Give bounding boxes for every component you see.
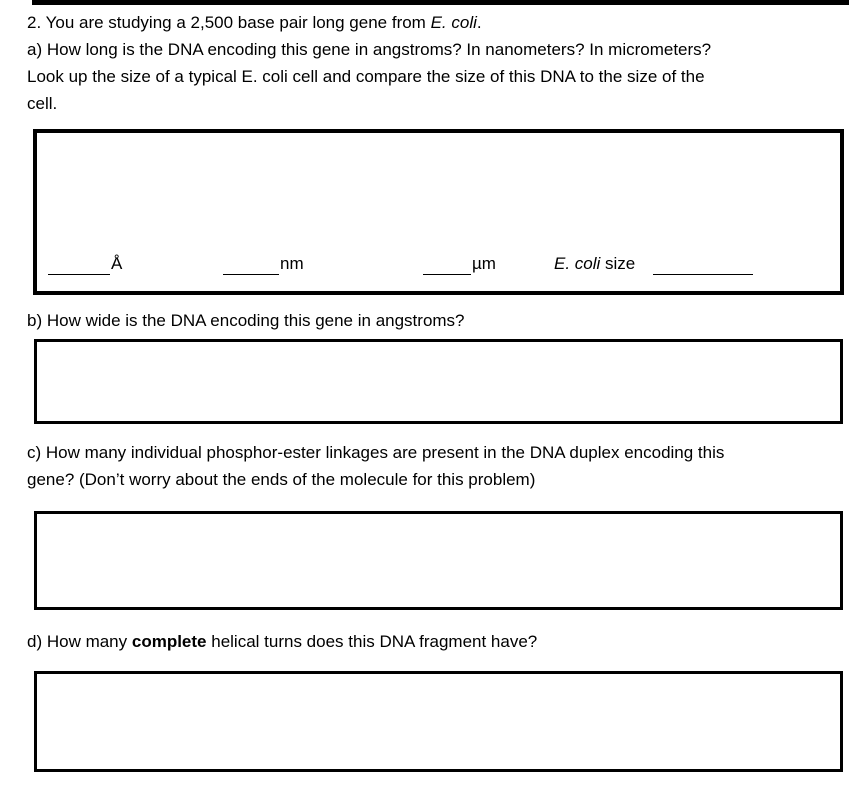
d-suffix: helical turns does this DNA fragment have? bbox=[206, 632, 538, 651]
answer-box-b[interactable] bbox=[34, 339, 843, 424]
question-a-line3: cell. bbox=[27, 94, 58, 113]
intro-suffix: . bbox=[476, 13, 482, 32]
answer-box-c[interactable] bbox=[34, 511, 843, 610]
question-a-line1: a) How long is the DNA encoding this gene in angstroms? In nanometers? In micrometers? bbox=[27, 40, 712, 59]
question-a-line2: Look up the size of a typical E. coli cell and compare the size of this DNA to the size of the bbox=[27, 67, 705, 86]
ecoli-italic: E. coli bbox=[554, 254, 601, 273]
ecoli-size-label bbox=[554, 254, 635, 274]
top-border-bar bbox=[32, 0, 849, 5]
angstrom-unit: Å bbox=[111, 254, 123, 273]
intro-text: 2. You are studying a 2,500 base pair long gene from bbox=[27, 13, 431, 32]
question-intro bbox=[27, 9, 482, 36]
d-bold: complete bbox=[131, 632, 207, 651]
d-prefix: d) How many bbox=[27, 632, 132, 651]
um-unit: µm bbox=[472, 254, 496, 273]
question-b: b) How wide is the DNA encoding this gene in angstroms? bbox=[27, 311, 465, 330]
angstrom-blank[interactable] bbox=[48, 254, 110, 275]
question-d bbox=[27, 628, 537, 655]
question-c-line2: gene? (Don’t worry about the ends of the molecule for this problem) bbox=[27, 470, 536, 489]
intro-italic: E. coli bbox=[430, 13, 477, 32]
nm-blank[interactable] bbox=[223, 254, 279, 275]
question-c-line1: c) How many individual phosphor-ester linkages are present in the DNA duplex encoding this bbox=[27, 443, 725, 462]
answer-box-d[interactable] bbox=[34, 671, 843, 772]
nm-unit: nm bbox=[280, 254, 304, 273]
um-blank[interactable] bbox=[423, 254, 471, 275]
ecoli-size-suffix: size bbox=[600, 254, 636, 273]
ecoli-size-blank[interactable] bbox=[653, 254, 753, 275]
